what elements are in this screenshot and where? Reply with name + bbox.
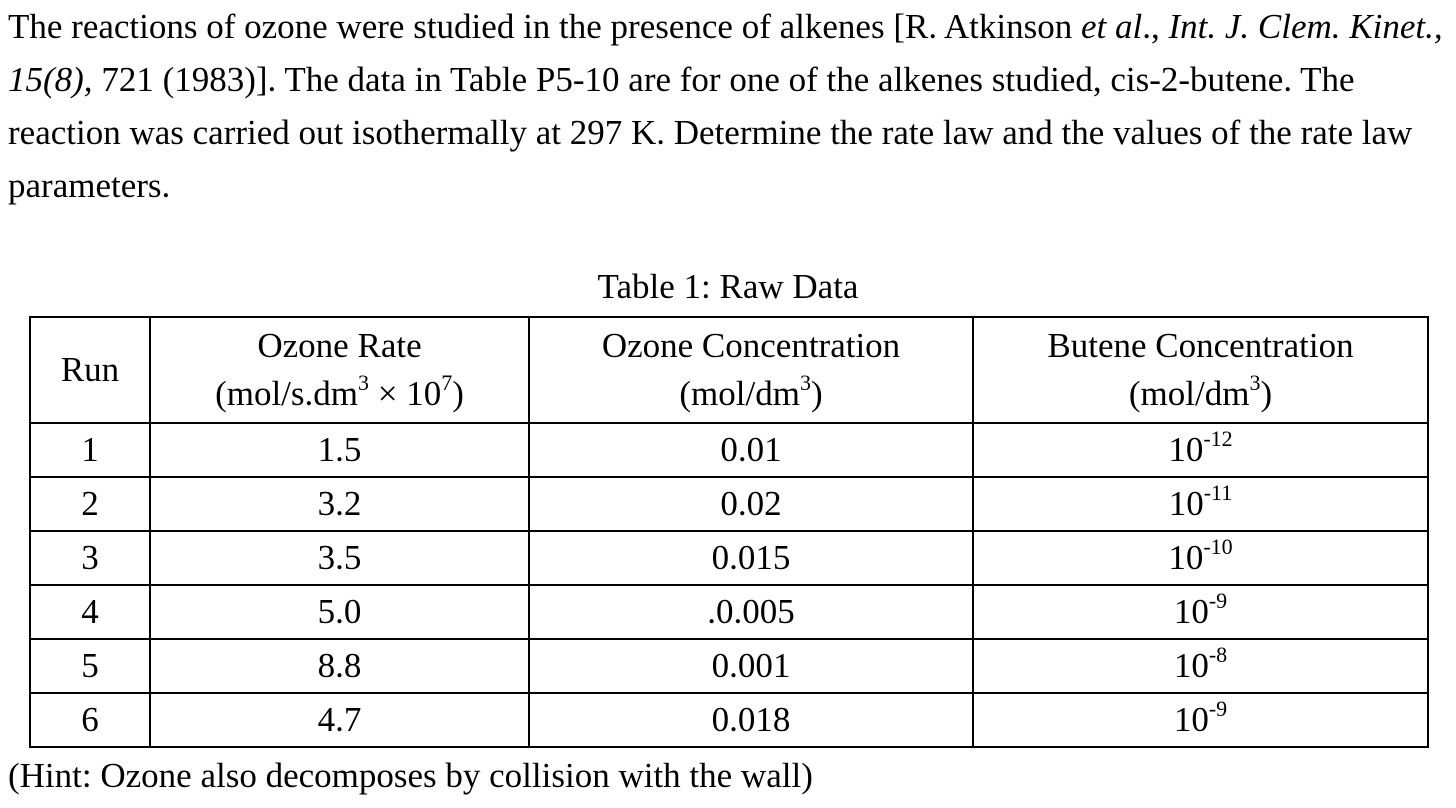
cell-ozone-rate: 3.5 <box>150 531 529 585</box>
problem-text-part3: 721 (1983)]. The data in Table P5-10 are for one of the alkenes studied, cis-2-butene. The reaction was carried out isothermally at 297 K. Determine the rate law and the values of the rate law parameters. <box>8 60 1413 205</box>
cell-butene-concentration: $10^{-10}$ <box>973 531 1428 585</box>
cell-ozone-concentration: 0.01 <box>529 423 973 477</box>
header-butene-concentration-line1: Butene Concentration <box>1047 326 1354 365</box>
cell-run: 1 <box>30 423 150 477</box>
cell-run: 4 <box>30 585 150 639</box>
table-row <box>30 531 1428 585</box>
table-caption: Table 1: Raw Data <box>597 267 859 306</box>
table-header-row <box>30 317 1428 423</box>
cell-run: 3 <box>30 531 150 585</box>
et-al-citation: et al <box>1081 7 1143 46</box>
problem-text-part2: ., <box>1142 7 1169 46</box>
header-butene-concentration-units: $(mol/dm^3)$ <box>1128 370 1273 413</box>
header-ozone-concentration <box>529 317 973 423</box>
cell-ozone-rate: 5.0 <box>150 585 529 639</box>
header-butene-concentration <box>973 317 1428 423</box>
table-row <box>30 585 1428 639</box>
cell-ozone-concentration: 0.018 <box>529 693 973 747</box>
cell-ozone-concentration: 0.015 <box>529 531 973 585</box>
cell-ozone-rate: 8.8 <box>150 639 529 693</box>
cell-ozone-rate: 3.2 <box>150 477 529 531</box>
table-row <box>30 639 1428 693</box>
cell-butene-concentration: $10^{-9}$ <box>973 585 1428 639</box>
cell-ozone-concentration: .0.005 <box>529 585 973 639</box>
journal-citation: Int. J. Clem. Kinet., 15(8), <box>8 7 1443 99</box>
header-ozone-rate-units: $(mol/s.dm^3 \times 10^7)$ <box>215 370 464 413</box>
header-ozone-rate <box>150 317 529 423</box>
cell-run: 5 <box>30 639 150 693</box>
cell-butene-concentration: $10^{-8}$ <box>973 639 1428 693</box>
cell-ozone-concentration: 0.001 <box>529 639 973 693</box>
header-ozone-concentration-line1: Ozone Concentration <box>601 326 901 365</box>
table-row <box>30 423 1428 477</box>
cell-ozone-rate: 1.5 <box>150 423 529 477</box>
cell-ozone-rate: 4.7 <box>150 693 529 747</box>
cell-run: 2 <box>30 477 150 531</box>
header-ozone-concentration-units: $(mol/dm^3)$ <box>679 370 823 413</box>
raw-data-table <box>29 316 1429 748</box>
table-row <box>30 477 1428 531</box>
hint-text: (Hint: Ozone also decomposes by collision with the wall) <box>8 756 813 795</box>
table-row <box>30 693 1428 747</box>
cell-ozone-concentration: 0.02 <box>529 477 973 531</box>
header-run: Run <box>30 317 150 423</box>
header-ozone-rate-line1: Ozone Rate <box>257 326 422 365</box>
cell-butene-concentration: $10^{-12}$ <box>973 423 1428 477</box>
cell-butene-concentration: $10^{-9}$ <box>973 693 1428 747</box>
problem-statement <box>8 0 1448 212</box>
cell-run: 6 <box>30 693 150 747</box>
problem-text-part1: The reactions of ozone were studied in the presence of alkenes [R. Atkinson <box>8 7 1081 46</box>
cell-butene-concentration: $10^{-11}$ <box>973 477 1428 531</box>
